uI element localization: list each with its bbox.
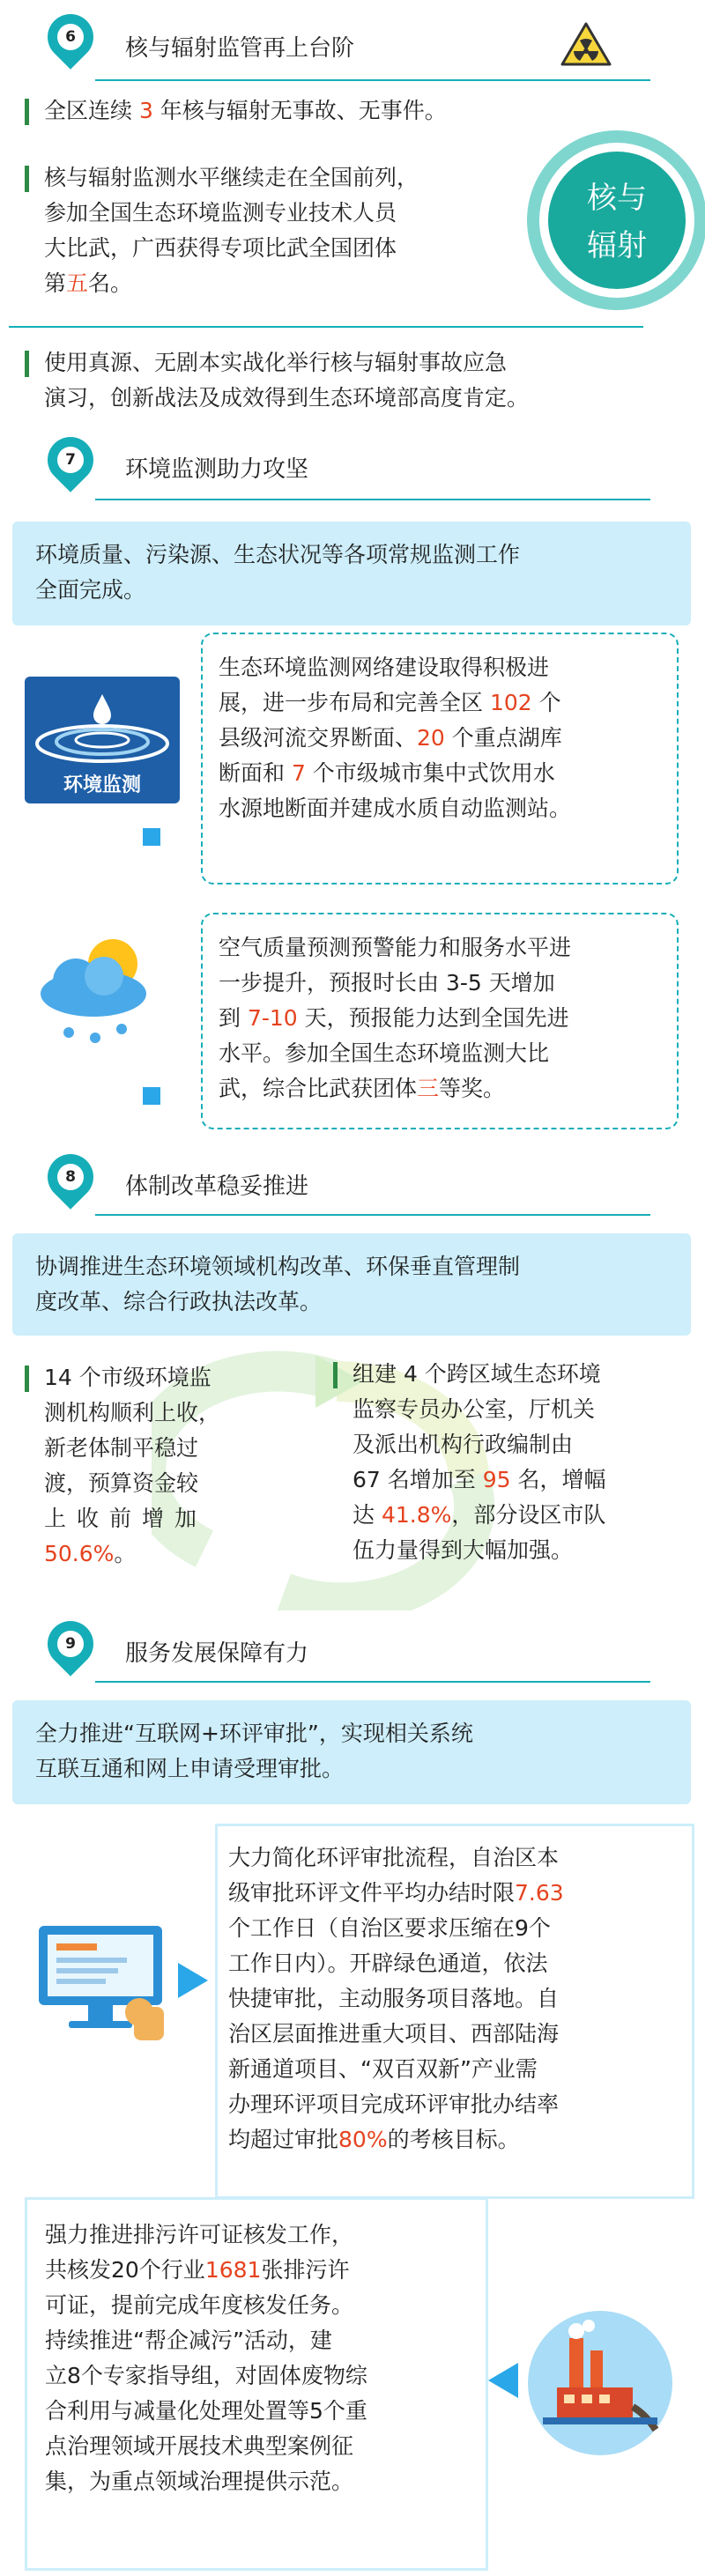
arrow-right-icon	[174, 1961, 210, 2000]
computer-approval-icon	[35, 1921, 167, 2044]
s7-dashed-box-1: 生态环境监测网络建设取得积极进 展，进一步布局和完善全区 102 个 县级河流交界断面、20 个重点湖库 断面和 7 个市级城市集中式饮用水 水源地断面并建成水质自动监测站。	[201, 633, 679, 885]
section-9-underline	[95, 1681, 650, 1683]
section-6-underline	[95, 79, 650, 81]
s8-banner: 协调推进生态环境领域机构改革、环保垂直管理制 度改革、综合行政执法改革。	[12, 1233, 691, 1336]
section-9-title: 服务发展保障有力	[125, 1640, 309, 1667]
section-6-pin	[38, 4, 103, 70]
s9-box-2: 强力推进排污许可证核发工作， 共核发20个行业1681张排污许 可证，提前完成年度核发任务。 持续推进“帮企减污”活动，建 立8个专家指导组，对固体废物综 合利用与减量化处理处置等5个重 点治理领域开展技术典型案例征 集，为重点领域治理提供示范。	[25, 2197, 488, 2571]
bar-marker	[25, 166, 29, 192]
s6-paragraph-2: 核与辐射监测水平继续走在全国前列， 参加全国生态环境监测专业技术人员 大比武，广西获得专项比武全国团体 第五名。	[44, 165, 419, 296]
section-8-pin	[38, 1144, 103, 1210]
section-9-pin	[38, 1611, 103, 1677]
section-8-title: 体制改革稳妥推进	[125, 1173, 309, 1200]
section-9-number: 9	[57, 1631, 84, 1657]
section-8-underline	[95, 1214, 650, 1216]
s7-banner: 环境质量、污染源、生态状况等各项常规监测工作 全面完成。	[12, 522, 691, 625]
section-7-title: 环境监测助力攻坚	[125, 456, 309, 483]
factory-pollution-icon	[525, 2308, 675, 2458]
s8-right-text: 组建 4 个跨区域生态环境 监察专员办公室，厅机关 及派出机构行政编制由 67 名增加至 95 名，增幅 达 41.8%，部分设区市队 伍力量得到大幅加强。	[352, 1361, 606, 1563]
square-marker	[143, 828, 160, 846]
s9-banner: 全力推进“互联网+环评审批”，实现相关系统 互联互通和网上申请受理审批。	[12, 1700, 691, 1804]
section-7-pin	[38, 427, 103, 492]
section-7-number: 7	[57, 447, 84, 473]
section-6-number: 6	[57, 24, 84, 50]
s8-left-text: 14 个市级环境监 测机构顺利上收， 新老体制平稳过 渡，预算资金较 上收前增加 50.6%。	[44, 1365, 221, 1566]
cloud-sun-weather-icon	[32, 927, 164, 1048]
section-6-title: 核与辐射监管再上台阶	[125, 35, 355, 62]
bar-marker	[25, 351, 29, 377]
bar-marker	[25, 1366, 29, 1392]
radiation-warning-icon	[560, 21, 612, 67]
s7-dashed-box-2: 空气质量预测预警能力和服务水平进 一步提升，预报时长由 3-5 天增加 到 7-10 天，预报能力达到全国先进 水平。参加全国生态环境监测大比 武，综合比武获团体三等奖。	[201, 913, 679, 1129]
section-7-underline	[95, 499, 650, 500]
bar-marker	[333, 1362, 338, 1388]
s6-paragraph-1: 全区连续 3 年核与辐射无事故、无事件。	[44, 98, 447, 123]
square-marker	[143, 1087, 160, 1105]
s6-paragraph-3: 使用真源、无剧本实战化举行核与辐射事故应急 演习，创新战法及成效得到生态环境部高度肯定。	[44, 350, 530, 411]
logo-text: 环境监测	[63, 774, 141, 796]
environment-monitoring-logo	[25, 677, 180, 803]
s9-box-1: 大力简化环评审批流程，自治区本 级审批环评文件平均办结时限7.63 个工作日（自治区要求压缩在9个 工作日内）。开辟绿色通道，依法 快捷审批，主动服务项目落地。自 治区层面推进重大项目、西部陆海 新通道项目、“双百双新”产业需 办理环评项目完成环评审批办结率 均超过审批80%的考核目标。	[215, 1824, 694, 2199]
water-drop-icon	[32, 682, 173, 766]
bar-marker	[25, 99, 29, 125]
divider	[9, 326, 643, 328]
arrow-left-icon	[486, 2361, 522, 2400]
section-8-number: 8	[57, 1164, 84, 1190]
